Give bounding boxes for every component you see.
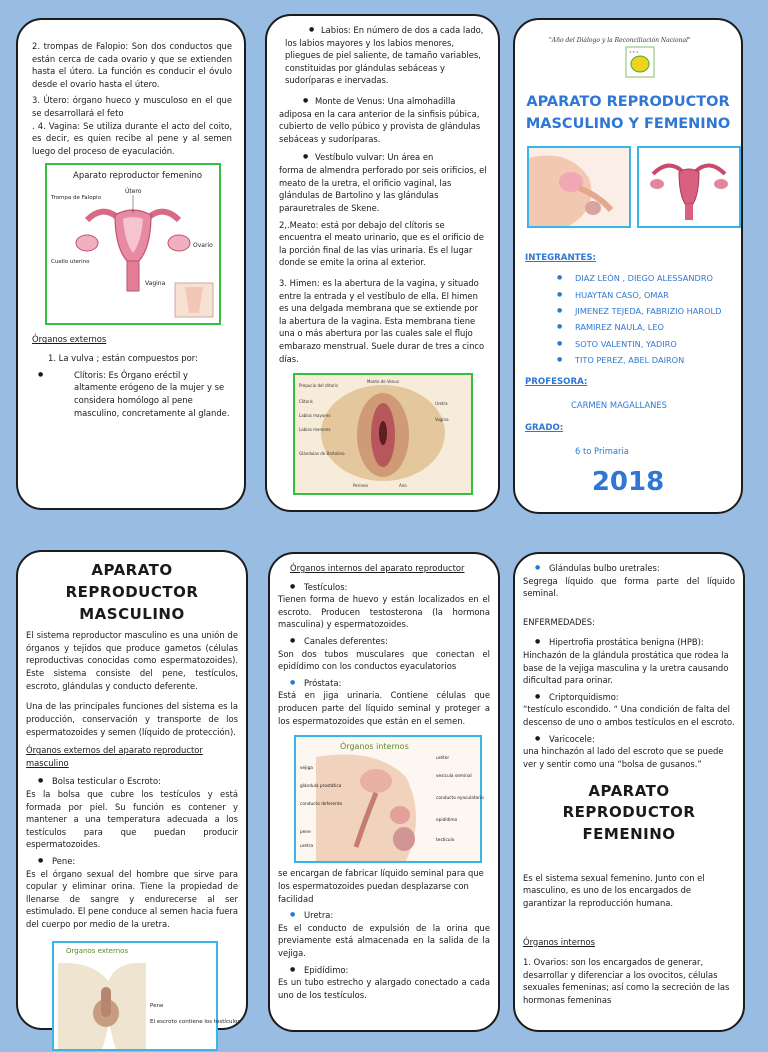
il-5: uréter — [436, 756, 450, 762]
diseases-label: ENFERMEDADES: — [523, 616, 595, 627]
male-external-heading: Órganos externos del aparato reproductor masculino — [26, 745, 203, 768]
male-label-pene: Pene — [150, 1002, 164, 1009]
female-reproductive-illustration — [47, 165, 219, 323]
motto: "Año del Diálogo y la Reconciliación Nacional" — [549, 37, 691, 44]
school-logo — [625, 46, 655, 78]
vestibulo-head: ● Vestíbulo vulvar: Un área en — [303, 152, 434, 163]
testicles-head: ● Testículos: — [278, 581, 490, 594]
label-fallopian: Trompa de Falopio — [51, 195, 101, 202]
meato-text: 2,.Meato: está por debajo del clítoris se encuentra el meato urinario, que es el orificio de la porción final de las vías urinaria. Es el lugar donde se emite la orina al exterior. — [279, 219, 484, 268]
member-item: ● DIAZ LEÓN , DIEGO ALESSANDRO — [525, 272, 731, 284]
uterus-text: 3. Útero: órgano hueco y musculoso en el que se desarrollará el feto — [32, 95, 232, 119]
male-figure-title: Órganos externos — [66, 946, 129, 955]
member-item: ● HUAYTAN CASO, OMAR — [525, 289, 731, 301]
internal-figure-title: Órganos internos — [340, 742, 409, 752]
panel-diseases-female — [513, 552, 745, 1032]
seminal-text: se encargan de fabricar líquido seminal para que los espermatozoides puedan desplazarse con facilidad — [278, 868, 484, 904]
male-label-escroto: El escroto contiene los testículos — [150, 1018, 241, 1025]
scrotum-head: ● Bolsa testicular o Escroto: — [26, 775, 238, 788]
epididymis-text: Es un tubo estrecho y alargado conectado a cada uno de los testículos. — [278, 977, 490, 1000]
male-functions: Una de las principales funciones del sistema es la producción, conservación y transporte de los espermatozoides y semen (líquido de protección). — [26, 701, 238, 737]
prostate-head: ● Próstata: — [278, 677, 490, 690]
vl-0: Prepucio del clítoris — [299, 383, 339, 389]
integrantes-label: INTEGRANTES: — [525, 252, 596, 263]
male-external-figure — [52, 941, 241, 1051]
vulva-item: 1. La vulva ; están compuestos por: — [48, 353, 198, 364]
female-figure-cover — [637, 146, 741, 228]
hpb-head: ● Hipertrofia prostática benigna (HPB): — [523, 636, 735, 649]
il-3: pene — [300, 830, 311, 836]
vagina-text: . 4. Vagina: Se utiliza durante el acto del coito, es decir, es quien recibe al pene y al semen luego del proceso de eyaculación. — [32, 120, 232, 156]
female-internal-heading: Órganos internos — [523, 936, 595, 947]
panel-female-external — [265, 14, 500, 512]
female-title: APARATO REPRODUCTOR FEMENINO — [562, 781, 696, 844]
bulbo-text: Segrega líquido que forma parte del líquido seminal. — [523, 575, 735, 599]
fallopian-tubes-text: 2. trompas de Falopio: Son dos conductos que están cerca de cada ovario y que se extienden hasta el útero. La función es conducir el óvulo desde el ovario hasta el útero. — [32, 41, 232, 89]
il-0: vejiga — [300, 766, 313, 772]
members-list — [525, 272, 731, 366]
vl-1: Monte de Venus — [367, 379, 400, 385]
vl-4: Labios menores — [299, 427, 331, 433]
labios-text: ● Labios: En número de dos a cada lado, los labios mayores y los labios menores, pliegues de piel saliente, de tamaño variables, constituidas por glándulas sebáceas y sudoríparas e inervadas. — [285, 25, 484, 86]
himen-text: 3. Himen: es la abertura de la vagina, y situado entre la entrada y el vestíbulo de ella. El himen es una delgada membrana que se extiende por la abertura de la vagina. Esta membrana tiene una o más abertura por las cuales sale el flujo embarazo menstrual. Suele durar de tres a cinco días. — [279, 277, 485, 364]
il-2: conducto deferente — [300, 802, 343, 808]
urethra-head: ● Uretra: — [278, 909, 490, 922]
label-vagina: Vagina — [145, 280, 166, 288]
label-cervix: Cuello uterino — [51, 259, 90, 266]
vl-6: Vagina — [435, 417, 449, 423]
deferent-text: Son dos tubos musculares que conectan el epidídimo con los conductos eyaculatorios — [278, 648, 490, 672]
grado-value: 6 to Primaria — [575, 445, 629, 456]
prostate-text: Está en jiga urinaria. Contiene células que producen parte del líquido seminal y proteger a los espermatozoides que están en el semen. — [278, 690, 490, 726]
vl-7: Glándulas de Bartolino — [299, 451, 345, 457]
il-9: testículo — [436, 838, 455, 844]
scrotum-text: Es la bolsa que cubre los testículos y está formada por piel. Su función es contener y mantener a una temperatura adecuada a los testículos para que puedan producir espermatozoides. — [26, 788, 238, 850]
vestibulo-text: forma de almendra perforado por seis orificios, el meato de la uretra, el orificio vaginal, las glándulas de Bartolino y las glándulas parauretrales de Skene. — [279, 165, 487, 213]
member-item: ● JIMENEZ TEJEDA, FABRIZIO HAROLD — [525, 305, 731, 317]
hpb-text: Hinchazón de la glándula prostática que rodea la base de la vejiga masculina y la uretra causando dificultad para orinar. — [523, 650, 729, 686]
grado-label: GRADO: — [525, 422, 564, 433]
monte-text: ● Monte de Venus: Una almohadilla adiposa en la cara anterior de la sinfisis púbica, cubierto de vello púbico y provista de glándulas sebáceas y sudoríparas. — [279, 96, 481, 144]
deferent-head: ● Canales deferentes: — [278, 635, 490, 648]
vl-9: Ano — [399, 483, 407, 489]
cover-title: APARATO REPRODUCTOR MASCULINO Y FEMENINO — [525, 94, 731, 132]
svg-text:✦ ✦ ✦: ✦ ✦ ✦ — [629, 50, 639, 54]
panel-cover — [513, 18, 743, 514]
il-1: glándula prostática — [300, 784, 342, 790]
internal-organs-figure — [294, 735, 482, 863]
cover-figures — [527, 146, 731, 228]
varicocele-text: una hinchazón al lado del escroto que se puede ver y sentir como una “bolsa de gusanos.” — [523, 746, 724, 769]
il-7: conducto eyaculatorio — [436, 796, 484, 802]
male-figure-cover — [527, 146, 631, 228]
clitoris-item: ● Clítoris: Es Órgano eréctil y altamente erógeno de la mujer y se considera homólogo al pene masculino, concretamente al glande. — [26, 369, 232, 419]
year: 2018 — [591, 467, 665, 498]
external-organs-heading: Órganos externos — [32, 334, 107, 345]
profesora-label: PROFESORA: — [525, 377, 588, 388]
vl-8: Perineo — [353, 483, 368, 489]
internal-heading: Órganos internos del aparato reproductor — [290, 563, 465, 573]
penis-head: ● Pene: — [26, 855, 238, 868]
penis-text: Es el órgano sexual del hombre que sirve para copular y eliminar orina. Tiene la propiedad de llenarse de sangre y endurecerse al ser estimulado. El pene conduce al semen hacia fuera del cuerpo por medio de la uretra. — [26, 868, 238, 930]
epididymis-head: ● Epidídimo: — [278, 964, 490, 977]
il-6: vesícula seminal — [436, 774, 472, 780]
female-reproductive-figure — [45, 163, 221, 325]
cripto-head: ● Criptorquidismo: — [523, 691, 735, 704]
ovaries-text: 1. Ovarios: son los encargados de generar, desarrollar y diferenciar a los ovocitos, células sexuales femeninas; así como la secreción de las hormonas femeninas — [523, 957, 730, 1006]
vl-3: Labios mayores — [299, 413, 331, 419]
member-item: ● TITO PEREZ, ABEL DAIRON — [525, 354, 731, 366]
varicocele-head: ● Varicocele: — [523, 733, 735, 746]
bulbo-head: ● Glándulas bulbo uretrales: — [523, 562, 735, 575]
panel-male-intro — [16, 550, 248, 1030]
panel-female-organs-top-left — [16, 18, 246, 510]
female-intro: Es el sistema sexual femenino. Junto con el masculino, es uno de los encargados de garantizar la reproducción humana. — [523, 872, 705, 908]
vl-5: Uretra — [435, 401, 448, 407]
male-title: APARATO REPRODUCTOR MASCULINO — [65, 561, 199, 623]
vulva-illustration — [295, 375, 471, 493]
member-item: ● RAMIREZ NAULA, LEO — [525, 321, 731, 333]
il-8: epidídimo — [436, 818, 458, 824]
urethra-text: Es el conducto de expulsión de la orina que previamente está almacenada en la salida de la vejiga. — [278, 922, 490, 958]
figure-title: Aparato reproductor femenino — [73, 171, 203, 182]
label-uterus: Útero — [125, 188, 142, 196]
cripto-text: “testículo escondido. “ Una condición de falta del descenso de uno o ambos testículos en el escroto. — [523, 704, 735, 728]
testicles-text: Tienen forma de huevo y están localizados en el escroto. Producen testosterona (la hormona masculina) y espermatozoides. — [278, 594, 490, 630]
panel-male-internal — [268, 552, 500, 1032]
member-item: ● SOTO VALENTIN, YADIRO — [525, 338, 731, 350]
vl-2: Clítoris — [299, 399, 313, 405]
label-ovary: Ovario — [193, 242, 213, 250]
il-4: uretra — [300, 844, 314, 850]
vulva-figure — [293, 373, 473, 495]
male-intro: El sistema reproductor masculino es una unión de órganos y tejidos que produce gametos (células reproductivas conocidas como espermatozoides). Este sistema consiste del pene, testículos, escroto, glándulas y conducto deferente. — [26, 630, 238, 691]
profesora-name: CARMEN MAGALLANES — [571, 400, 667, 411]
